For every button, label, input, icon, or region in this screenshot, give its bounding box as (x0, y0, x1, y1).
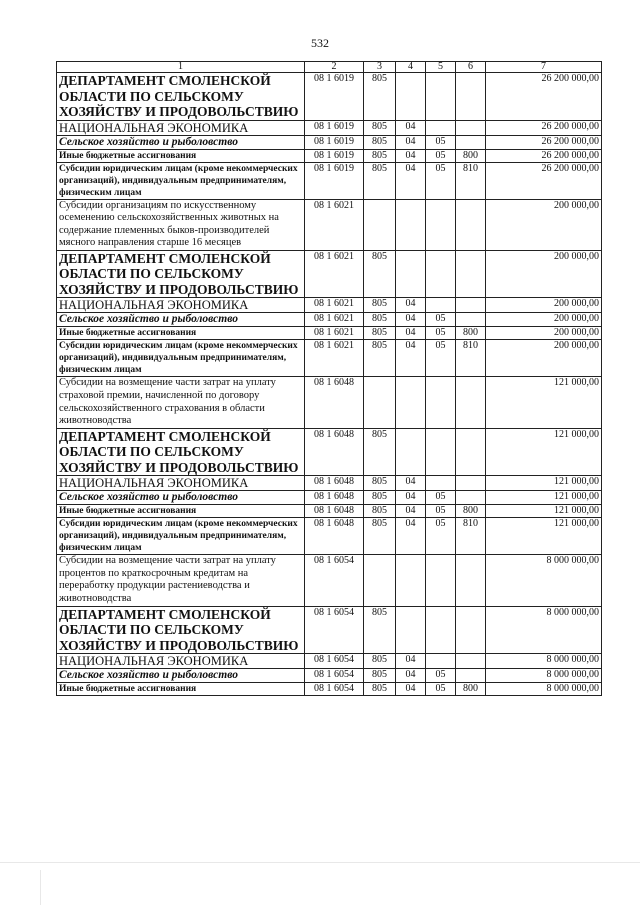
target-code-cell: 08 1 6054 (305, 654, 364, 669)
row-name-cell: Сельское хозяйство и рыболовство (57, 313, 305, 327)
department-code-cell: 805 (364, 327, 396, 340)
amount-cell: 121 000,00 (486, 518, 602, 555)
amount-cell: 121 000,00 (486, 476, 602, 491)
section-code-cell (396, 73, 426, 121)
row-name-cell: Субсидии юридическим лицам (кроме некоммерческих организаций), индивидуальным предпринимателям, физическим лицам (57, 518, 305, 555)
amount-cell: 121 000,00 (486, 377, 602, 428)
expense-type-code-cell (456, 135, 486, 149)
expense-type-code-cell (456, 120, 486, 135)
department-code-cell: 805 (364, 149, 396, 162)
section-code-cell: 04 (396, 476, 426, 491)
column-number: 5 (426, 62, 456, 73)
amount-cell: 26 200 000,00 (486, 120, 602, 135)
department-code-cell: 805 (364, 428, 396, 476)
section-code-cell (396, 377, 426, 428)
subsection-code-cell (426, 199, 456, 250)
table-row (57, 120, 602, 135)
section-code-cell: 04 (396, 683, 426, 696)
amount-cell: 121 000,00 (486, 428, 602, 476)
department-code-cell: 805 (364, 162, 396, 199)
amount-cell: 26 200 000,00 (486, 73, 602, 121)
expense-type-code-cell: 810 (456, 340, 486, 377)
row-name-cell: Иные бюджетные ассигнования (57, 505, 305, 518)
target-code-cell: 08 1 6048 (305, 428, 364, 476)
expense-type-code-cell (456, 491, 486, 505)
table-row (57, 327, 602, 340)
subsection-code-cell (426, 120, 456, 135)
expense-type-code-cell (456, 476, 486, 491)
department-code-cell: 805 (364, 491, 396, 505)
target-code-cell: 08 1 6054 (305, 606, 364, 654)
page-number: 532 (311, 36, 329, 50)
row-name-cell: Иные бюджетные ассигнования (57, 327, 305, 340)
amount-cell: 200 000,00 (486, 340, 602, 377)
scan-artifact-line (0, 862, 640, 863)
department-code-cell: 805 (364, 654, 396, 669)
table-row (57, 313, 602, 327)
row-name-cell: Сельское хозяйство и рыболовство (57, 669, 305, 683)
subsection-code-cell: 05 (426, 149, 456, 162)
table-row (57, 654, 602, 669)
expense-type-code-cell (456, 377, 486, 428)
section-code-cell: 04 (396, 518, 426, 555)
amount-cell: 8 000 000,00 (486, 683, 602, 696)
expense-type-code-cell (456, 73, 486, 121)
department-code-cell: 805 (364, 505, 396, 518)
section-code-cell: 04 (396, 669, 426, 683)
amount-cell: 8 000 000,00 (486, 669, 602, 683)
table-row (57, 73, 602, 121)
amount-cell: 200 000,00 (486, 327, 602, 340)
expense-type-code-cell: 810 (456, 162, 486, 199)
row-name-cell: Субсидии юридическим лицам (кроме некоммерческих организаций), индивидуальным предпринимателям, физическим лицам (57, 162, 305, 199)
department-code-cell: 805 (364, 683, 396, 696)
row-name-cell: Иные бюджетные ассигнования (57, 683, 305, 696)
target-code-cell: 08 1 6019 (305, 120, 364, 135)
subsection-code-cell: 05 (426, 327, 456, 340)
column-number: 6 (456, 62, 486, 73)
row-name-cell: ДЕПАРТАМЕНТ СМОЛЕНСКОЙ ОБЛАСТИ ПО СЕЛЬСКОМУ ХОЗЯЙСТВУ И ПРОДОВОЛЬСТВИЮ (57, 428, 305, 476)
section-code-cell: 04 (396, 340, 426, 377)
subsection-code-cell (426, 606, 456, 654)
amount-cell: 200 000,00 (486, 199, 602, 250)
subsection-code-cell (426, 73, 456, 121)
row-name-cell: Сельское хозяйство и рыболовство (57, 135, 305, 149)
section-code-cell: 04 (396, 505, 426, 518)
amount-cell: 26 200 000,00 (486, 149, 602, 162)
row-name-cell: Сельское хозяйство и рыболовство (57, 491, 305, 505)
department-code-cell: 805 (364, 669, 396, 683)
row-name-cell: ДЕПАРТАМЕНТ СМОЛЕНСКОЙ ОБЛАСТИ ПО СЕЛЬСКОМУ ХОЗЯЙСТВУ И ПРОДОВОЛЬСТВИЮ (57, 250, 305, 298)
row-name-cell: Субсидии на возмещение части затрат на уплату страховой премии, начисленной по договору сельскохозяйственного страхования в области животноводства (57, 377, 305, 428)
target-code-cell: 08 1 6048 (305, 491, 364, 505)
section-code-cell: 04 (396, 135, 426, 149)
department-code-cell (364, 555, 396, 606)
subsection-code-cell (426, 428, 456, 476)
table-row (57, 555, 602, 606)
target-code-cell: 08 1 6054 (305, 555, 364, 606)
target-code-cell: 08 1 6021 (305, 298, 364, 313)
column-number: 7 (486, 62, 602, 73)
subsection-code-cell: 05 (426, 683, 456, 696)
department-code-cell: 805 (364, 120, 396, 135)
table-row (57, 199, 602, 250)
subsection-code-cell (426, 298, 456, 313)
column-number: 4 (396, 62, 426, 73)
subsection-code-cell (426, 377, 456, 428)
row-name-cell: НАЦИОНАЛЬНАЯ ЭКОНОМИКА (57, 654, 305, 669)
expense-type-code-cell (456, 199, 486, 250)
department-code-cell (364, 199, 396, 250)
table-row (57, 162, 602, 199)
budget-table (56, 61, 602, 696)
table-row (57, 428, 602, 476)
target-code-cell: 08 1 6054 (305, 683, 364, 696)
table-row (57, 518, 602, 555)
table-row (57, 340, 602, 377)
target-code-cell: 08 1 6019 (305, 149, 364, 162)
amount-cell: 8 000 000,00 (486, 555, 602, 606)
expense-type-code-cell (456, 250, 486, 298)
department-code-cell: 805 (364, 606, 396, 654)
target-code-cell: 08 1 6021 (305, 340, 364, 377)
column-number: 2 (305, 62, 364, 73)
amount-cell: 26 200 000,00 (486, 135, 602, 149)
table-row (57, 606, 602, 654)
amount-cell: 121 000,00 (486, 505, 602, 518)
table-row (57, 298, 602, 313)
subsection-code-cell (426, 476, 456, 491)
target-code-cell: 08 1 6054 (305, 669, 364, 683)
department-code-cell (364, 377, 396, 428)
target-code-cell: 08 1 6019 (305, 162, 364, 199)
subsection-code-cell (426, 654, 456, 669)
department-code-cell: 805 (364, 518, 396, 555)
expense-type-code-cell: 800 (456, 505, 486, 518)
target-code-cell: 08 1 6021 (305, 250, 364, 298)
column-number-row (57, 62, 602, 73)
subsection-code-cell: 05 (426, 135, 456, 149)
target-code-cell: 08 1 6048 (305, 505, 364, 518)
row-name-cell: НАЦИОНАЛЬНАЯ ЭКОНОМИКА (57, 120, 305, 135)
department-code-cell: 805 (364, 313, 396, 327)
amount-cell: 8 000 000,00 (486, 606, 602, 654)
section-code-cell: 04 (396, 327, 426, 340)
row-name-cell: НАЦИОНАЛЬНАЯ ЭКОНОМИКА (57, 298, 305, 313)
row-name-cell: Иные бюджетные ассигнования (57, 149, 305, 162)
row-name-cell: Субсидии юридическим лицам (кроме некоммерческих организаций), индивидуальным предпринимателям, физическим лицам (57, 340, 305, 377)
section-code-cell (396, 428, 426, 476)
expense-type-code-cell: 800 (456, 327, 486, 340)
amount-cell: 200 000,00 (486, 298, 602, 313)
section-code-cell: 04 (396, 149, 426, 162)
table-row (57, 683, 602, 696)
table-row (57, 135, 602, 149)
expense-type-code-cell: 810 (456, 518, 486, 555)
table-row (57, 505, 602, 518)
amount-cell: 200 000,00 (486, 313, 602, 327)
table-row (57, 250, 602, 298)
section-code-cell: 04 (396, 298, 426, 313)
row-name-cell: Субсидии на возмещение части затрат на уплату процентов по краткосрочным кредитам на переработку продукции растениеводства и животноводства (57, 555, 305, 606)
table-row (57, 377, 602, 428)
target-code-cell: 08 1 6021 (305, 313, 364, 327)
subsection-code-cell: 05 (426, 491, 456, 505)
column-number: 1 (57, 62, 305, 73)
row-name-cell: ДЕПАРТАМЕНТ СМОЛЕНСКОЙ ОБЛАСТИ ПО СЕЛЬСКОМУ ХОЗЯЙСТВУ И ПРОДОВОЛЬСТВИЮ (57, 606, 305, 654)
expense-type-code-cell: 800 (456, 149, 486, 162)
subsection-code-cell (426, 555, 456, 606)
expense-type-code-cell (456, 654, 486, 669)
department-code-cell: 805 (364, 73, 396, 121)
section-code-cell (396, 250, 426, 298)
department-code-cell: 805 (364, 298, 396, 313)
expense-type-code-cell (456, 555, 486, 606)
amount-cell: 121 000,00 (486, 491, 602, 505)
expense-type-code-cell (456, 428, 486, 476)
target-code-cell: 08 1 6048 (305, 518, 364, 555)
row-name-cell: Субсидии организациям по искусственному осеменению сельскохозяйственных животных на содержание племенных быков-производителей мясного направления старше 16 месяцев (57, 199, 305, 250)
target-code-cell: 08 1 6021 (305, 327, 364, 340)
table-row (57, 149, 602, 162)
subsection-code-cell: 05 (426, 518, 456, 555)
expense-type-code-cell (456, 669, 486, 683)
department-code-cell: 805 (364, 250, 396, 298)
target-code-cell: 08 1 6048 (305, 476, 364, 491)
section-code-cell (396, 555, 426, 606)
subsection-code-cell: 05 (426, 505, 456, 518)
table-row (57, 669, 602, 683)
subsection-code-cell: 05 (426, 340, 456, 377)
subsection-code-cell: 05 (426, 669, 456, 683)
table-row (57, 491, 602, 505)
table-row (57, 476, 602, 491)
section-code-cell (396, 606, 426, 654)
section-code-cell: 04 (396, 654, 426, 669)
department-code-cell: 805 (364, 135, 396, 149)
expense-type-code-cell (456, 298, 486, 313)
expense-type-code-cell (456, 606, 486, 654)
amount-cell: 8 000 000,00 (486, 654, 602, 669)
target-code-cell: 08 1 6021 (305, 199, 364, 250)
section-code-cell (396, 199, 426, 250)
amount-cell: 26 200 000,00 (486, 162, 602, 199)
department-code-cell: 805 (364, 340, 396, 377)
scan-artifact-line (40, 870, 41, 905)
department-code-cell: 805 (364, 476, 396, 491)
expense-type-code-cell: 800 (456, 683, 486, 696)
target-code-cell: 08 1 6048 (305, 377, 364, 428)
section-code-cell: 04 (396, 313, 426, 327)
section-code-cell: 04 (396, 162, 426, 199)
subsection-code-cell (426, 250, 456, 298)
subsection-code-cell: 05 (426, 313, 456, 327)
subsection-code-cell: 05 (426, 162, 456, 199)
target-code-cell: 08 1 6019 (305, 135, 364, 149)
section-code-cell: 04 (396, 120, 426, 135)
column-number: 3 (364, 62, 396, 73)
section-code-cell: 04 (396, 491, 426, 505)
amount-cell: 200 000,00 (486, 250, 602, 298)
expense-type-code-cell (456, 313, 486, 327)
row-name-cell: НАЦИОНАЛЬНАЯ ЭКОНОМИКА (57, 476, 305, 491)
target-code-cell: 08 1 6019 (305, 73, 364, 121)
row-name-cell: ДЕПАРТАМЕНТ СМОЛЕНСКОЙ ОБЛАСТИ ПО СЕЛЬСКОМУ ХОЗЯЙСТВУ И ПРОДОВОЛЬСТВИЮ (57, 73, 305, 121)
